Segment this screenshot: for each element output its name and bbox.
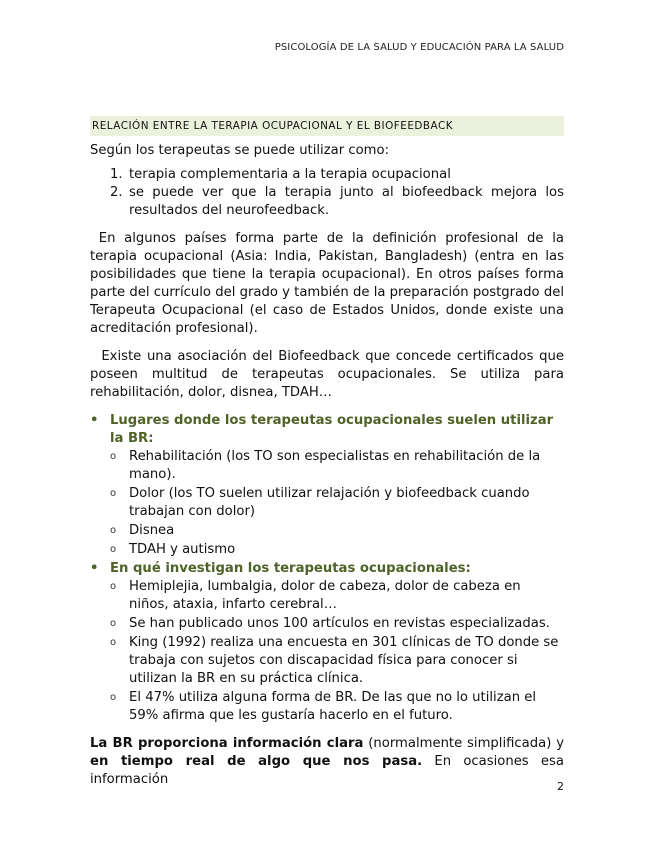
item-number: 2. [110, 185, 123, 200]
circle-bullet-icon: o [110, 544, 117, 555]
bullet-heading: Lugares donde los terapeutas ocupacionales suelen utilizar la BR: [110, 413, 554, 446]
circle-bullet-icon: o [110, 451, 117, 462]
bullet-item [90, 560, 564, 725]
sub-item: o Hemiplejia, lumbalgia, dolor de cabeza, dolor de cabeza en niños, ataxia, infarto cerebral… [110, 579, 521, 612]
item-text: se puede ver que la terapia junto al biofeedback mejora los resultados del neurofeedback. [129, 185, 564, 218]
circle-bullet-icon: o [110, 618, 117, 629]
item-number: 1. [110, 167, 123, 182]
sub-item: o El 47% utiliza alguna forma de BR. De las que no lo utilizan el 59% afirma que les gustaría hacerlo en el futuro. [110, 690, 537, 723]
sub-item: o Dolor (los TO suelen utilizar relajación y biofeedback cuando trabajan con dolor) [110, 486, 530, 519]
bullet-item [90, 412, 564, 559]
intro-text: Según los terapeutas se puede utilizar como: [90, 143, 390, 158]
sub-item: o TDAH y autismo [110, 542, 236, 557]
paragraph: Existe una asociación del Biofeedback que concede certificados que poseen multitud de terapeutas ocupacionales. Se utiliza para rehabilitación, dolor, disnea, TDAH… [90, 349, 564, 400]
sub-item: o Disnea [110, 523, 175, 538]
sub-item: o Rehabilitación (los TO son especialistas en rehabilitación de la mano). [110, 449, 541, 482]
sub-item: o King (1992) realiza una encuesta en 301 clínicas de TO donde se trabaja con sujetos con discapacidad física para conocer si utilizan la BR en su práctica clínica. [110, 635, 559, 686]
circle-bullet-icon: o [110, 692, 117, 703]
circle-bullet-icon: o [110, 637, 117, 648]
bullet-heading: En qué investigan los terapeutas ocupacionales: [110, 561, 471, 576]
circle-bullet-icon: o [110, 488, 117, 499]
bullet-dot-icon: • [90, 413, 99, 428]
closing-paragraph: La BR proporciona información clara (normalmente simplificada) y en tiempo real de algo que nos pasa. En ocasiones esa información [90, 736, 564, 787]
sub-list [110, 448, 564, 559]
bullet-list [90, 412, 564, 725]
circle-bullet-icon: o [110, 525, 117, 536]
section-title: RELACIÓN ENTRE LA TERAPIA OCUPACIONAL Y EL BIOFEEDBACK [90, 116, 564, 136]
circle-bullet-icon: o [110, 581, 117, 592]
running-header: PSICOLOGÍA DE LA SALUD Y EDUCACIÓN PARA LA SALUD [274, 42, 564, 53]
numbered-item [90, 184, 564, 220]
page-content [90, 116, 564, 789]
item-text: terapia complementaria a la terapia ocupacional [129, 167, 451, 182]
bullet-dot-icon: • [90, 561, 99, 576]
sub-list [110, 578, 564, 725]
paragraph: En algunos países forma parte de la definición profesional de la terapia ocupacional (Asia: India, Pakistan, Bangladesh) (entra en las posibilidades que tiene la terapia ocupacional). En otros países forma parte del currículo del grado y también de la preparación postgrado del Terapeuta Ocupacional (el caso de Estados Unidos, donde existe una acreditación profesional). [90, 231, 565, 336]
numbered-list [90, 166, 564, 220]
sub-item: o Se han publicado unos 100 artículos en revistas especializadas. [110, 616, 550, 631]
numbered-item [90, 166, 564, 184]
page-number: 2 [557, 780, 564, 793]
